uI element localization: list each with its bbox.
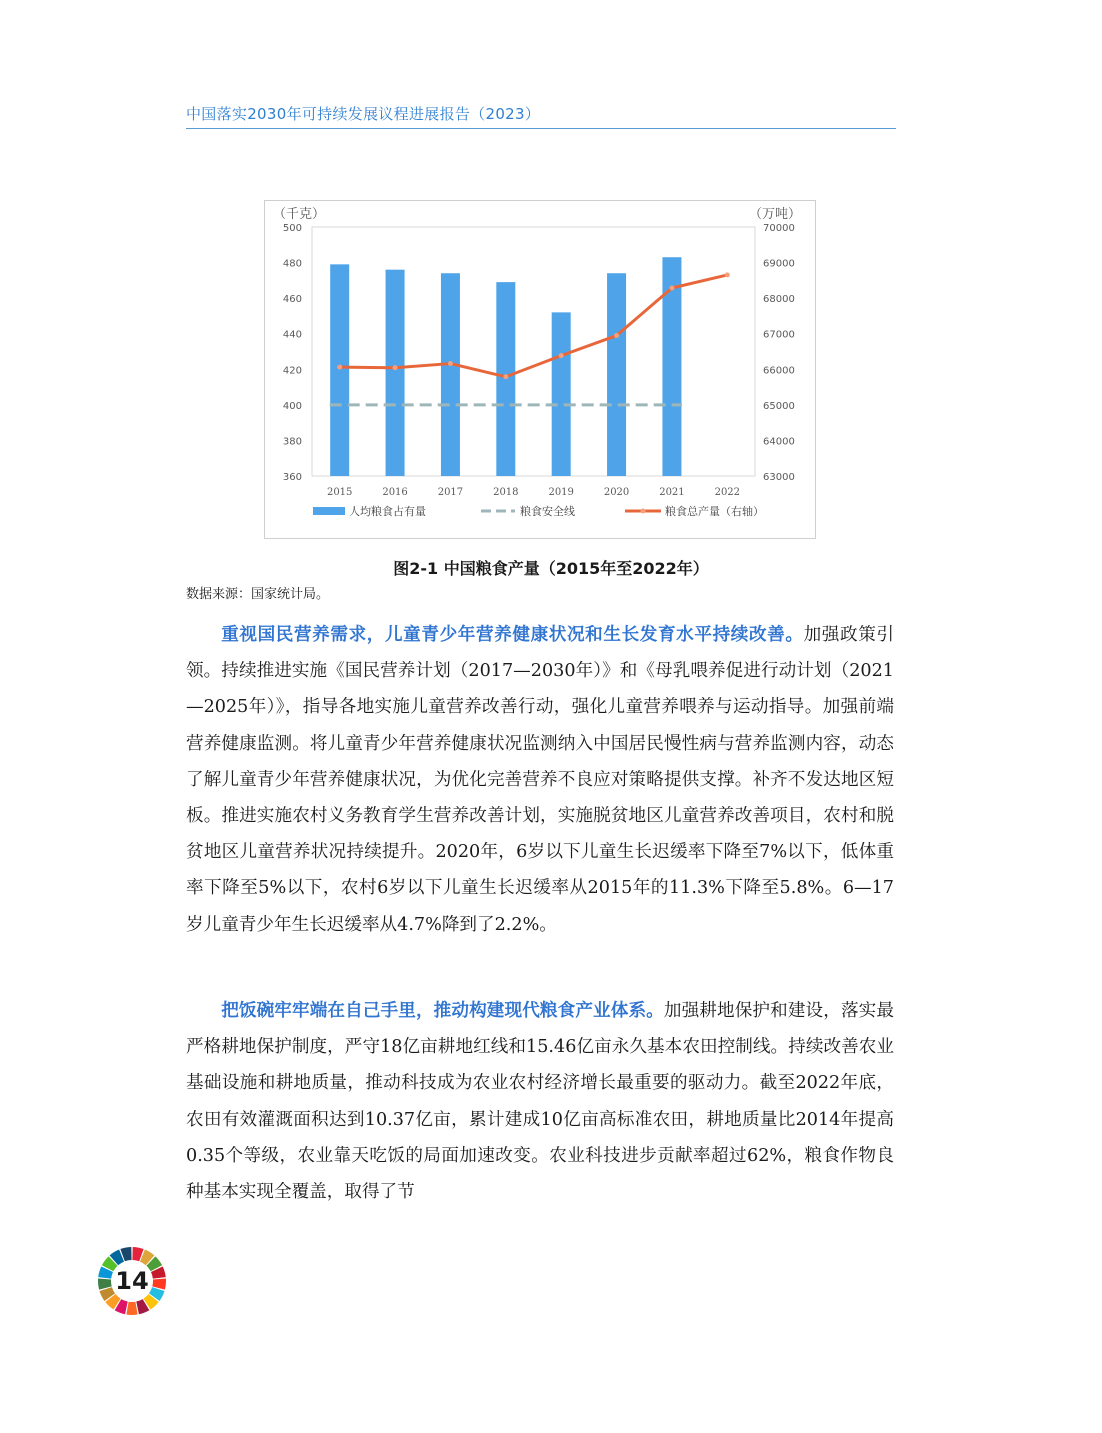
header-divider [186,128,896,129]
left-axis-tick-label: 460 [282,294,302,306]
paragraph-grain [186,993,894,1210]
total-production-point [559,353,564,358]
paragraph-lead: 重视国民营养需求，儿童青少年营养健康状况和生长发育水平持续改善。 [221,625,804,645]
bar-per-capita [441,273,460,476]
legend-label-total: 粮食总产量（右轴） [665,505,764,518]
bar-per-capita [386,270,405,476]
right-axis-tick-label: 65000 [763,400,795,412]
left-axis-tick-label: 420 [282,365,302,377]
paragraph-body: 加强政策引领。持续推进实施《国民营养计划（2017—2030年）》和《母乳喂养促进行动计划（2021—2025年）》，指导各地实施儿童营养改善行动，强化儿童营养喂养与运动指导。加强前端营养健康监测。将儿童青少年营养健康状况监测纳入中国居民慢性病与营养监测内容，动态了解儿童青少年营养健康状况，为优化完善营养不良应对策略提供支撑。补齐不发达地区短板。推进实施农村义务教育学生营养改善计划，实施脱贫地区儿童营养改善项目，农村和脱贫地区儿童营养状况持续提升。2020年，6岁以下儿童生长迟缓率下降至7%以下，低体重率下降至5%以下，农村6岁以下儿童生长迟缓率从2015年的11.3%下降至5.8%。6—17岁儿童青少年生长迟缓率从4.7%降到了2.2%。 [186,625,894,935]
bar-per-capita [552,312,571,476]
total-production-point [669,286,674,291]
right-axis-tick-label: 66000 [763,365,795,377]
left-axis-tick-label: 360 [282,472,302,483]
left-axis-tick-label: 480 [282,258,302,270]
x-axis-tick-label: 2016 [382,487,408,498]
right-axis-tick-label: 67000 [763,329,795,341]
chart-canvas [265,201,815,538]
legend-marker-total [641,509,646,514]
total-production-point [337,365,342,370]
paragraph-body: 加强耕地保护和建设，落实最严格耕地保护制度，严守18亿亩耕地红线和15.46亿亩永久基本农田控制线。持续改善农业基础设施和耕地质量，推动科技成为农业农村经济增长最重要的驱动力。截至2022年底，农田有效灌溉面积达到10.37亿亩，累计建成10亿亩高标准农田，耕地质量比2014年提高0.35个等级，农业靠天吃饭的局面加速改变。农业科技进步贡献率超过62%，粮食作物良种基本实现全覆盖，取得了节 [186,1001,894,1203]
total-production-point [448,361,453,366]
right-axis-unit-label: （万吨） [749,207,802,222]
right-axis-tick-label: 63000 [763,472,795,483]
x-axis-tick-label: 2021 [659,487,685,498]
left-axis-tick-label: 500 [282,223,302,234]
legend-label-safety: 粮食安全线 [520,505,575,518]
page-number: 14 [115,1267,149,1295]
x-axis-tick-label: 2022 [714,487,741,498]
legend-label-per-capita: 人均粮食占有量 [349,505,426,518]
right-axis-tick-label: 69000 [763,258,795,270]
x-axis-tick-label: 2020 [603,487,630,498]
left-axis-tick-label: 400 [282,400,302,412]
right-axis-tick-label: 68000 [763,294,795,306]
left-axis-unit-label: （千克） [273,207,326,222]
total-production-point [725,272,730,277]
left-axis-tick-label: 440 [282,329,302,341]
x-axis-tick-label: 2018 [493,487,519,498]
total-production-point [614,333,619,338]
paragraph-nutrition [186,617,894,943]
right-axis-tick-label: 70000 [763,223,795,234]
total-production-point [393,365,398,370]
x-axis-tick-label: 2015 [326,487,353,498]
bar-per-capita [330,264,349,476]
plot-area [312,227,755,476]
total-production-point [503,374,508,379]
right-axis-tick-label: 64000 [763,436,795,448]
legend-swatch-per-capita [313,507,345,515]
figure-source: 数据来源：国家统计局。 [186,587,330,602]
figure-caption: 图2-1 中国粮食产量（2015年至2022年） [393,559,709,578]
grain-production-chart [264,200,816,539]
paragraph-lead: 把饭碗牢牢端在自己手里，推动构建现代粮食产业体系。 [221,1001,664,1021]
report-header-title: 中国落实2030年可持续发展议程进展报告（2023） [186,105,541,123]
x-axis-tick-label: 2019 [548,487,574,498]
left-axis-tick-label: 380 [282,436,302,448]
x-axis-tick-label: 2017 [437,487,464,498]
bar-per-capita [607,273,626,476]
